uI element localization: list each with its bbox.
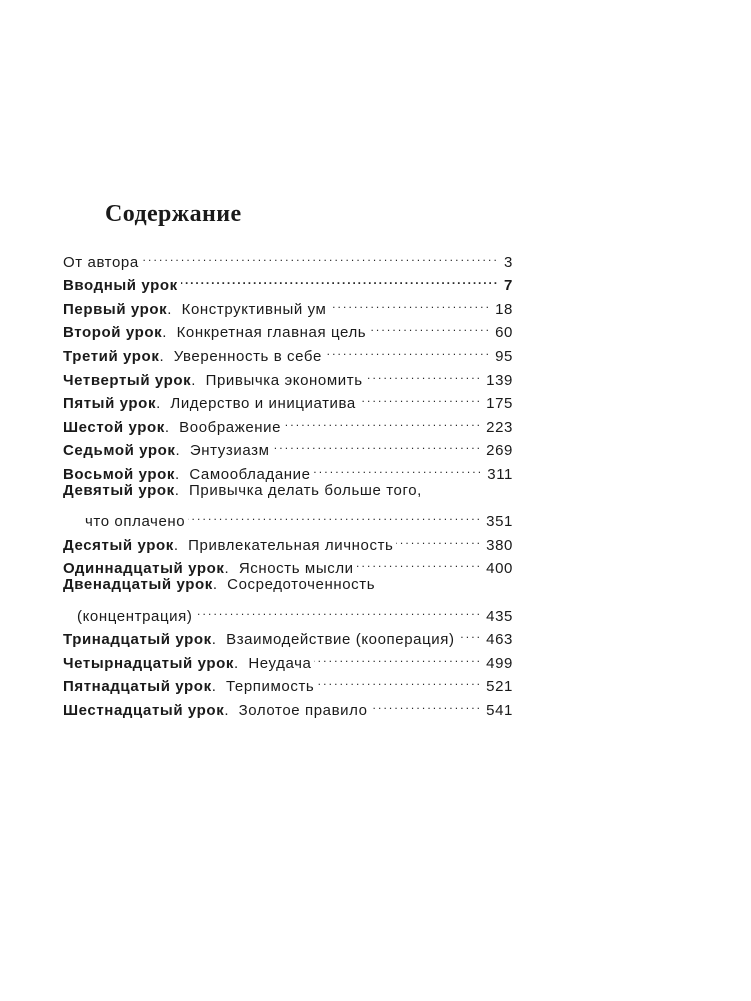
toc-entry[interactable]: Второй урок . Конкретная главная цель ..... 60 (63, 314, 513, 338)
toc-entry-page: 380 (486, 536, 513, 554)
toc-entry-title: Лидерство и инициатива (170, 395, 356, 413)
toc-entry-lesson: Десятый урок (63, 536, 174, 554)
toc-entry[interactable]: Шестой урок . Воображение ..... 223 (63, 408, 513, 432)
toc-entry[interactable] (63, 243, 513, 271)
dot-leader (325, 337, 491, 361)
toc-entry-title: Терпимость (226, 678, 315, 696)
toc-entry-title: От автора (63, 253, 139, 271)
toc-entry-title: Энтузиазм (189, 442, 270, 460)
dot-leader (272, 432, 482, 456)
toc-entry-page: 269 (486, 442, 513, 460)
toc-entry-title-cont: что оплачено (85, 513, 186, 531)
toc-entry-title: Привычка экономить (205, 371, 363, 389)
dot-leader (317, 668, 482, 692)
dot-leader (396, 526, 482, 550)
toc-entry-page: 311 (487, 465, 513, 483)
page-title: Содержание (105, 201, 242, 227)
toc-entry-page: 18 (495, 300, 513, 318)
toc-entry-title: Конструктивный ум (181, 300, 327, 318)
toc-entry[interactable]: Девятый урок . Привычка делать больше того, (63, 479, 513, 503)
toc-entry-lesson: Одиннадцатый урок (63, 560, 225, 578)
toc-entry-page: 541 (486, 701, 513, 719)
toc-entry[interactable]: Пятый урок . Лидерство и инициатива ..... 175 (63, 385, 513, 409)
toc-entry-lesson: Тринадцатый урок (63, 631, 212, 649)
dot-leader (458, 621, 483, 645)
toc-entry-title: Уверенность в себе (173, 347, 322, 365)
toc-entry-lesson: Первый урок (63, 300, 168, 318)
dot-leader (314, 455, 484, 479)
toc-entry-title: Конкретная главная цель (176, 324, 367, 342)
toc-entry-page: 175 (486, 395, 513, 413)
toc-entry-title: Золотое правило (238, 701, 368, 719)
toc-entry-page: 463 (486, 631, 513, 649)
dot-leader (366, 361, 483, 385)
toc-entry-title: Неудача (248, 654, 312, 672)
table-of-contents (63, 243, 513, 719)
dot-leader (329, 290, 491, 314)
toc-entry[interactable]: Тринадцатый урок . Взаимодействие (кооперация) ..... 463 (63, 621, 513, 645)
toc-entry-title: Взаимодействие (кооперация) (226, 631, 455, 649)
toc-entry-page: 3 (504, 253, 513, 271)
toc-entry[interactable]: Четвертый урок . Привычка экономить ..... 139 (63, 361, 513, 385)
toc-entry-continuation[interactable] (63, 503, 513, 531)
toc-entry-page: 521 (486, 678, 513, 696)
dot-leader (142, 243, 499, 267)
toc-entry-page: 60 (495, 324, 513, 342)
toc-entry-lesson: Девятый урок (63, 481, 175, 499)
toc-entry-lesson: Вводный урок (63, 277, 178, 295)
toc-entry[interactable]: Двенадцатый урок . Сосредоточенность (63, 573, 513, 597)
toc-entry-title: Сосредоточенность (227, 576, 376, 594)
toc-entry[interactable]: Восьмой урок . Самообладание ..... 311 (63, 455, 513, 479)
toc-entry[interactable]: Пятнадцатый урок . Терпимость ..... 521 (63, 668, 513, 692)
toc-entry-lesson: Шестнадцатый урок (63, 701, 225, 719)
toc-entry-lesson: Второй урок (63, 324, 163, 342)
toc-entry-page: 400 (486, 560, 513, 578)
toc-entry-title: Привлекательная личность (188, 536, 394, 554)
toc-entry[interactable]: Третий урок . Уверенность в себе ..... 95 (63, 337, 513, 361)
dot-leader (195, 597, 482, 621)
toc-entry-title: Привычка делать больше того, (189, 481, 422, 499)
toc-entry-continuation[interactable] (63, 597, 513, 625)
dot-leader (314, 644, 482, 668)
dot-leader (371, 691, 483, 715)
toc-entry-page: 499 (486, 654, 513, 672)
toc-entry[interactable]: Шестнадцатый урок . Золотое правило ..... 541 (63, 691, 513, 715)
toc-entry-page: 95 (495, 347, 513, 365)
toc-entry[interactable]: Первый урок . Конструктивный ум ..... 18 (63, 290, 513, 314)
toc-entry[interactable]: Десятый урок . Привлекательная личность ..... 380 (63, 526, 513, 550)
toc-entry-title: Ясность мысли (238, 560, 354, 578)
toc-entry-page: 223 (486, 418, 513, 436)
toc-entry-lesson: Шестой урок (63, 418, 165, 436)
toc-entry-lesson: Четырнадцатый урок (63, 654, 234, 672)
dot-leader (357, 550, 483, 574)
dot-leader (188, 503, 482, 527)
toc-entry-lesson: Восьмой урок (63, 465, 175, 483)
toc-entry-lesson: Пятый урок (63, 395, 157, 413)
dot-leader (369, 314, 491, 338)
dot-leader (284, 408, 482, 432)
toc-entry-lesson: Пятнадцатый урок (63, 678, 212, 696)
toc-entry-page: 7 (504, 277, 513, 295)
toc-entry-lesson: Двенадцатый урок (63, 576, 213, 594)
toc-entry-page: 435 (486, 607, 513, 625)
toc-entry-title: Самообладание (189, 465, 311, 483)
toc-entry-lesson: Третий урок (63, 347, 160, 365)
toc-entry[interactable]: Одиннадцатый урок . Ясность мысли ..... 400 (63, 550, 513, 574)
toc-entry-page: 351 (486, 513, 513, 531)
toc-entry-title-cont: (концентрация) (77, 607, 193, 625)
toc-entry-page: 139 (486, 371, 513, 389)
toc-entry-lesson: Седьмой урок (63, 442, 176, 460)
toc-entry[interactable]: Четырнадцатый урок . Неудача ..... 499 (63, 644, 513, 668)
toc-entry-lesson: Четвертый урок (63, 371, 192, 389)
toc-entry-title: Воображение (179, 418, 282, 436)
dot-leader (181, 267, 499, 291)
toc-entry[interactable]: Седьмой урок . Энтузиазм ..... 269 (63, 432, 513, 456)
dot-leader (359, 385, 482, 409)
